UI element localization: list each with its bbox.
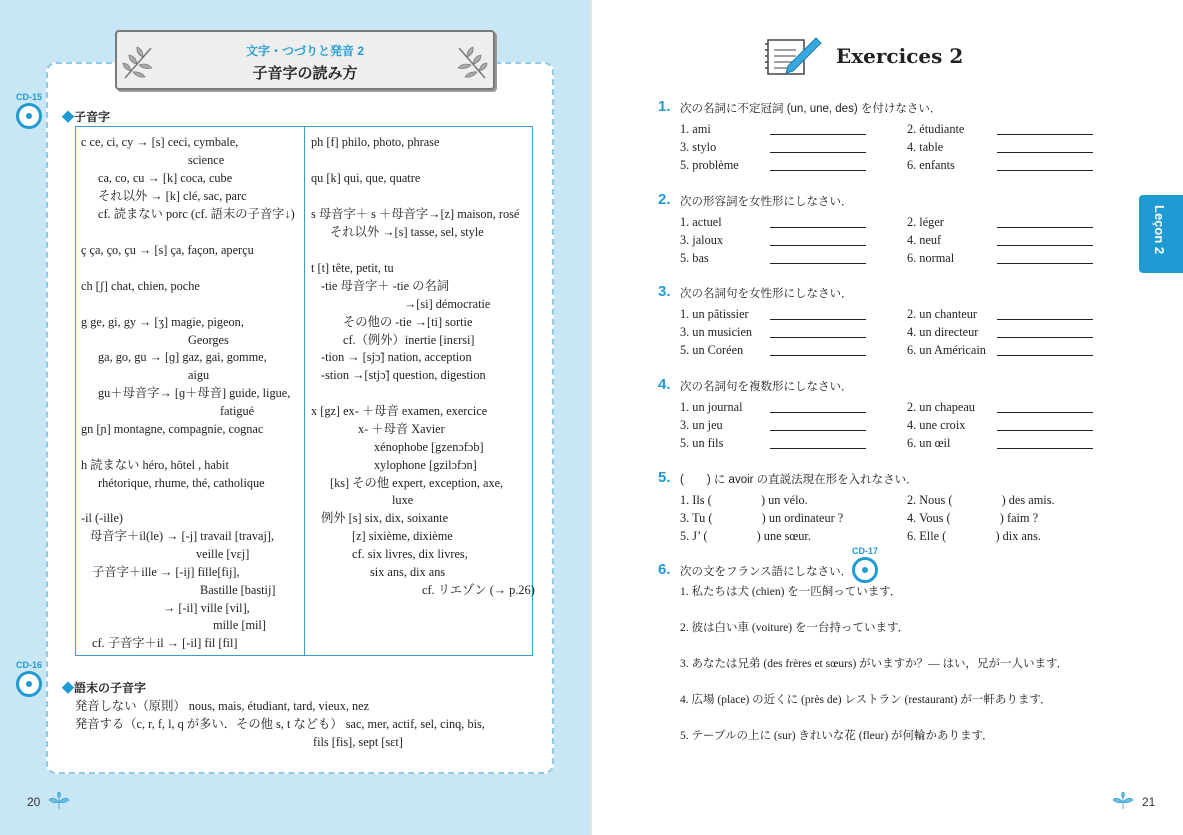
translation-item: 2. 彼は白い車 (voiture) を一台持っています．: [680, 622, 910, 634]
final-consonant-line: fils [fis], sept [sɛt]: [313, 735, 403, 749]
rule-line: [z] sixième, dixième: [352, 529, 453, 543]
rule-line: c ce, ci, cy → [s] ceci, cymbale,: [81, 135, 239, 149]
exercise-instruction: 次の形容詞を女性形にしなさい．: [680, 196, 853, 208]
rule-line: h 読まない héro, hôtel , habit: [81, 458, 229, 472]
cd-label: CD-16: [15, 660, 42, 670]
answer-blank[interactable]: [997, 170, 1093, 171]
leaf-ornament-icon: [121, 42, 157, 82]
cd-disc-icon: [16, 103, 42, 129]
exercise-item: 1. un journal: [680, 400, 743, 414]
answer-blank[interactable]: [770, 412, 866, 413]
exercise-item: 4. une croix: [907, 418, 966, 432]
rule-line: 子音字＋ille → [-ij] fille[fij],: [92, 565, 240, 579]
rule-line: cf. リエゾン (→ p.26): [422, 583, 535, 597]
exercise-item: 2. étudiante: [907, 122, 965, 136]
answer-blank[interactable]: [770, 355, 866, 356]
exercise-item: 1. ami: [680, 122, 711, 136]
exercise-item: 2. un chanteur: [907, 307, 977, 321]
rule-line: x [gz] ex- ＋母音 examen, exercice: [311, 404, 488, 418]
answer-blank[interactable]: [997, 227, 1093, 228]
answer-blank[interactable]: [997, 152, 1093, 153]
exercise-item: 6. un Américain: [907, 343, 986, 357]
section-heading-final-consonants: ◆語末の子音字: [62, 681, 147, 695]
exercise-item: 4. un directeur: [907, 325, 979, 339]
rule-line: 母音字＋il(le) → [-j] travail [travaj],: [90, 529, 275, 543]
exercise-item: 3. un jeu: [680, 418, 723, 432]
rule-line: gn [ɲ] montagne, compagnie, cognac: [81, 422, 264, 436]
exercise-instruction: 次の名詞句を複数形にしなさい．: [680, 381, 853, 393]
cd-disc-icon: [16, 671, 42, 697]
exercise-item: 4. neuf: [907, 233, 942, 247]
exercise-number: 3.: [658, 283, 671, 300]
final-consonant-line: 発音しない（原則） nous, mais, étudiant, tard, vieux, nez: [75, 699, 370, 713]
rule-line: gu＋母音字→ [ɡ＋母音] guide, ligue,: [98, 386, 291, 400]
rule-line: Georges: [188, 333, 229, 347]
rule-line: それ以外 →[s] tasse, sel, style: [330, 225, 484, 239]
rule-line: mille [mil]: [213, 618, 266, 632]
exercise-item: 3. stylo: [680, 140, 717, 154]
cd-label: CD-15: [15, 92, 42, 102]
rule-line: ch [ʃ] chat, chien, poche: [81, 279, 200, 293]
cd-15-audio[interactable]: [14, 92, 44, 132]
exercise-item[interactable]: 5. J’ ( ) une sœur.: [680, 529, 811, 543]
answer-blank[interactable]: [997, 430, 1093, 431]
exercise-item: 1. actuel: [680, 215, 722, 229]
answer-blank[interactable]: [770, 170, 866, 171]
rule-line: -tion → [sjɔ̃] nation, acception: [321, 350, 472, 364]
answer-blank[interactable]: [997, 134, 1093, 135]
rule-line: six ans, dix ans: [370, 565, 446, 579]
rule-line: veille [vɛj]: [196, 547, 250, 561]
rule-line: cf. six livres, dix livres,: [352, 547, 468, 561]
column-divider: [304, 127, 305, 655]
page-number-left: 20: [27, 795, 41, 809]
cd-17-audio[interactable]: [850, 546, 880, 586]
rule-line: t [t] tête, petit, tu: [311, 261, 394, 275]
exercise-item: 5. bas: [680, 251, 709, 265]
final-consonant-line: 発音する（c, r, f, l, q が多い．その他 s, t なども） sac, mer, actif, sel, cinq, bis,: [75, 717, 485, 731]
exercise-instruction: 次の名詞句を女性形にしなさい．: [680, 288, 853, 300]
rule-line: →[si] démocratie: [404, 297, 491, 311]
leaf-ornament-icon: [48, 792, 70, 810]
rule-line: xylophone [gzilɔfɔn]: [374, 458, 477, 472]
exercise-item: 6. normal: [907, 251, 955, 265]
answer-blank[interactable]: [770, 134, 866, 135]
exercise-item: 6. un œil: [907, 436, 951, 450]
page-number-right: 21: [1142, 795, 1156, 809]
exercise-item: 5. un Coréen: [680, 343, 744, 357]
translation-item: 4. 広場 (place) の近くに (près de) レストラン (restaurant) が一軒あります．: [680, 694, 1052, 706]
translation-item: 5. テーブルの上に (sur) きれいな花 (fleur) が何輪かあります．: [680, 730, 994, 742]
lesson-subtitle: 文字・つづりと発音 2: [245, 44, 364, 58]
exercise-item[interactable]: 4. Vous ( ) faim ?: [907, 511, 1039, 525]
translation-item: 3. あなたは兄弟 (des frères et sœurs) がいますか？— はい，兄が一人います．: [680, 658, 1069, 670]
answer-blank[interactable]: [997, 448, 1093, 449]
answer-blank[interactable]: [997, 412, 1093, 413]
cd-16-audio[interactable]: [14, 660, 44, 700]
exercise-item: 6. enfants: [907, 158, 955, 172]
rule-line: cf. 子音字＋il → [-il] fil [fil]: [92, 636, 238, 650]
exercise-item: 5. problème: [680, 158, 739, 172]
exercise-item: 5. un fils: [680, 436, 724, 450]
rule-line: ç ça, ço, çu → [s] ça, façon, aperçu: [81, 243, 254, 257]
rule-line: その他の -tie →[ti] sortie: [343, 315, 473, 329]
answer-blank[interactable]: [997, 245, 1093, 246]
rule-line: fatigué: [220, 404, 255, 418]
exercise-number: 6.: [658, 561, 671, 578]
rule-line: ga, go, gu → [ɡ] gaz, gai, gomme,: [98, 350, 267, 364]
answer-blank[interactable]: [770, 152, 866, 153]
rule-line: 例外 [s] six, dix, soixante: [321, 511, 449, 525]
lesson-title: 子音字の読み方: [252, 65, 358, 82]
exercise-item: 1. un pâtissier: [680, 307, 749, 321]
exercise-number: 1.: [658, 98, 671, 115]
exercise-item[interactable]: 2. Nous ( ) des amis.: [907, 493, 1055, 507]
answer-blank[interactable]: [997, 337, 1093, 338]
exercise-item: 3. un musicien: [680, 325, 753, 339]
rule-line: ca, co, cu → [k] coca, cube: [98, 171, 233, 185]
cd-label: CD-17: [851, 546, 878, 556]
answer-blank[interactable]: [770, 263, 866, 264]
answer-blank[interactable]: [997, 263, 1093, 264]
answer-blank[interactable]: [770, 227, 866, 228]
answer-blank[interactable]: [997, 355, 1093, 356]
rule-line: g ge, gi, gy → [ʒ] magie, pigeon,: [81, 315, 244, 329]
exercise-instruction: 次の文をフランス語にしなさい．: [680, 566, 853, 578]
answer-blank[interactable]: [770, 337, 866, 338]
answer-blank[interactable]: [997, 319, 1093, 320]
rule-line: cf. 読まない porc (cf. 語末の子音字↓): [98, 207, 295, 221]
rule-line: xénophobe [gzenɔfɔb]: [374, 440, 484, 454]
exercise-instruction: ( ) に avoir の直説法現在形を入れなさい．: [680, 474, 918, 486]
rule-line: s 母音字＋ s ＋母音字→[z] maison, rosé: [311, 207, 520, 221]
rule-line: rhétorique, rhume, thé, catholique: [98, 476, 265, 490]
exercise-item: 4. table: [907, 140, 944, 154]
right-page: [590, 0, 1183, 835]
exercise-number: 5.: [658, 469, 671, 486]
rule-line: → [-il] ville [vil],: [163, 601, 250, 615]
rule-line: [ks] その他 expert, exception, axe,: [330, 476, 504, 490]
lesson-tab-label: Leçon 2: [1152, 205, 1167, 255]
exercise-number: 2.: [658, 191, 671, 208]
exercise-item: 2. un chapeau: [907, 400, 975, 414]
cd-disc-icon: [852, 557, 878, 583]
rule-line: x- ＋母音 Xavier: [358, 422, 445, 436]
exercise-item[interactable]: 3. Tu ( ) un ordinateur ?: [680, 511, 844, 525]
rule-line: -tie 母音字＋ -tie の名詞: [321, 279, 450, 293]
rule-line: -stion →[stjɔ̃] question, digestion: [321, 368, 486, 382]
rule-line: ph [f] philo, photo, phrase: [311, 135, 440, 149]
rule-line: qu [k] qui, que, quatre: [311, 171, 421, 185]
exercise-number: 4.: [658, 376, 671, 393]
rule-line: -il (-ille): [81, 511, 123, 525]
exercise-instruction: 次の名詞に不定冠詞 (un, une, des) を付けなさい．: [680, 103, 942, 115]
lesson-tab[interactable]: [1139, 195, 1183, 273]
rule-line: science: [188, 153, 225, 167]
rule-line: luxe: [392, 493, 414, 507]
leaf-ornament-icon: [1112, 792, 1134, 810]
answer-blank[interactable]: [770, 319, 866, 320]
exercise-title: Exercices 2: [836, 44, 964, 68]
rule-line: Bastille [bastij]: [200, 583, 276, 597]
translation-item: 1. 私たちは犬 (chien) を一匹飼っています．: [680, 586, 902, 598]
lesson-title-plate: [115, 30, 495, 90]
exercise-item[interactable]: 1. Ils ( ) un vélo.: [680, 493, 808, 507]
exercise-item[interactable]: 6. Elle ( ) dix ans.: [907, 529, 1041, 543]
notebook-pencil-icon: [764, 34, 822, 78]
rule-line: それ以外 → [k] clé, sac, parc: [98, 189, 247, 203]
rule-line: cf.（例外）inertie [inɛrsi]: [343, 333, 475, 347]
left-page: [0, 0, 590, 835]
exercise-item: 2. léger: [907, 215, 944, 229]
exercise-item: 3. jaloux: [680, 233, 724, 247]
answer-blank[interactable]: [770, 430, 866, 431]
rule-line: aigu: [188, 368, 210, 382]
answer-blank[interactable]: [770, 245, 866, 246]
answer-blank[interactable]: [770, 448, 866, 449]
leaf-ornament-icon: [453, 42, 489, 82]
section-heading-consonants: ◆子音字: [62, 110, 111, 124]
